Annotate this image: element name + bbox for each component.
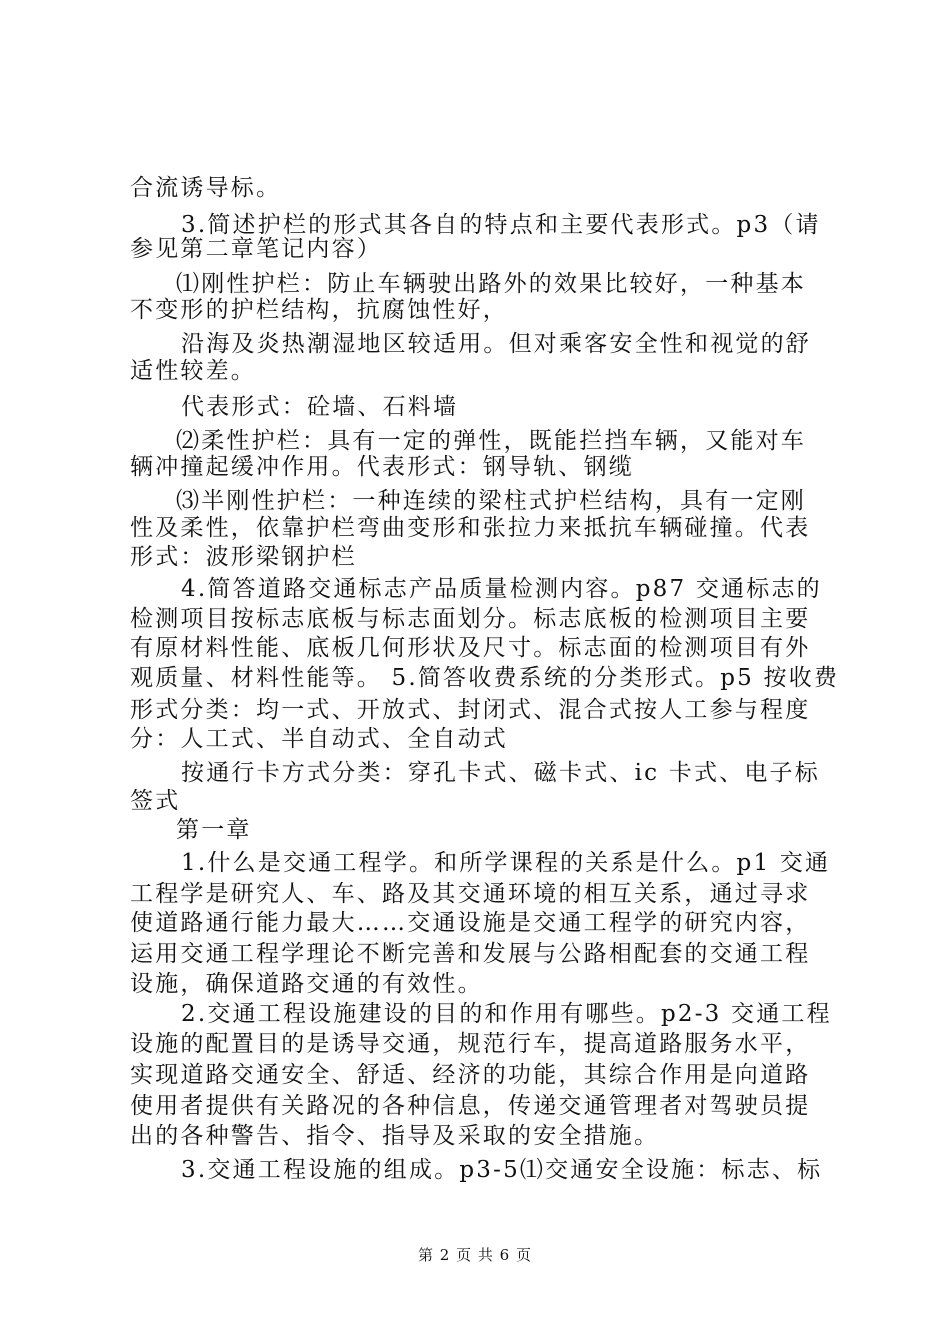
text-line: ⑶半刚性护栏：一种连续的梁柱式护栏结构，具有一定刚 bbox=[176, 488, 806, 514]
text-line: 参见第二章笔记内容） bbox=[130, 236, 382, 262]
text-line: 设施，确保道路交通的有效性。 bbox=[130, 971, 483, 997]
text-line: 观质量、材料性能等。 5.简答收费系统的分类形式。p5 按收费 bbox=[130, 665, 840, 691]
text-line: 出的各种警告、指令、指导及采取的安全措施。 bbox=[130, 1123, 660, 1149]
text-line: 分：人工式、半自动式、全自动式 bbox=[130, 726, 508, 752]
text-line: 沿海及炎热潮湿地区较适用。但对乘客安全性和视觉的舒 bbox=[181, 331, 811, 357]
text-line: 使用者提供有关路况的各种信息，传递交通管理者对驾驶员提 bbox=[130, 1093, 811, 1119]
text-line: ⑵柔性护栏：具有一定的弹性，既能拦挡车辆，又能对车 bbox=[176, 428, 806, 454]
text-line: 工程学是研究人、车、路及其交通环境的相互关系，通过寻求 bbox=[130, 881, 811, 907]
text-line: 不变形的护栏结构，抗腐蚀性好， bbox=[130, 297, 508, 323]
text-line: 3.简述护栏的形式其各自的特点和主要代表形式。p3（请 bbox=[181, 212, 821, 238]
text-line: 检测项目按标志底板与标志面划分。标志底板的检测项目主要 bbox=[130, 606, 811, 632]
text-line: 辆冲撞起缓冲作用。代表形式：钢导轨、钢缆 bbox=[130, 454, 634, 480]
text-line: 4.简答道路交通标志产品质量检测内容。p87 交通标志的 bbox=[181, 576, 822, 602]
text-line: 3.交通工程设施的组成。p3-5⑴交通安全设施：标志、标 bbox=[181, 1157, 823, 1183]
text-line: 运用交通工程学理论不断完善和发展与公路相配套的交通工程 bbox=[130, 941, 811, 967]
text-line: 形式：波形梁钢护栏 bbox=[130, 544, 357, 570]
text-line: 签式 bbox=[130, 788, 181, 814]
chapter-heading: 第一章 bbox=[176, 817, 252, 843]
text-line: 设施的配置目的是诱导交通，规范行车，提高道路服务水平， bbox=[130, 1031, 811, 1057]
text-line: 2.交通工程设施建设的目的和作用有哪些。p2-3 交通工程 bbox=[181, 1001, 832, 1027]
text-line: 使道路通行能力最大……交通设施是交通工程学的研究内容， bbox=[130, 910, 811, 936]
text-line: 有原材料性能、底板几何形状及尺寸。标志面的检测项目有外 bbox=[130, 635, 811, 661]
text-line: 按通行卡方式分类：穿孔卡式、磁卡式、ic 卡式、电子标 bbox=[181, 760, 820, 786]
text-line: 形式分类：均一式、开放式、封闭式、混合式按人工参与程度 bbox=[130, 697, 811, 723]
text-line: 1.什么是交通工程学。和所学课程的关系是什么。p1 交通 bbox=[181, 850, 831, 876]
text-line: 代表形式：砼墙、石料墙 bbox=[181, 394, 459, 420]
text-line: ⑴刚性护栏：防止车辆驶出路外的效果比较好，一种基本 bbox=[176, 271, 806, 297]
text-line: 合流诱导标。 bbox=[130, 175, 282, 201]
text-line: 性及柔性，依靠护栏弯曲变形和张拉力来抵抗车辆碰撞。代表 bbox=[130, 515, 811, 541]
page-footer: 第 2 页 共 6 页 bbox=[418, 1246, 532, 1264]
text-line: 适性较差。 bbox=[130, 358, 256, 384]
text-line: 实现道路交通安全、舒适、经济的功能，其综合作用是向道路 bbox=[130, 1062, 811, 1088]
